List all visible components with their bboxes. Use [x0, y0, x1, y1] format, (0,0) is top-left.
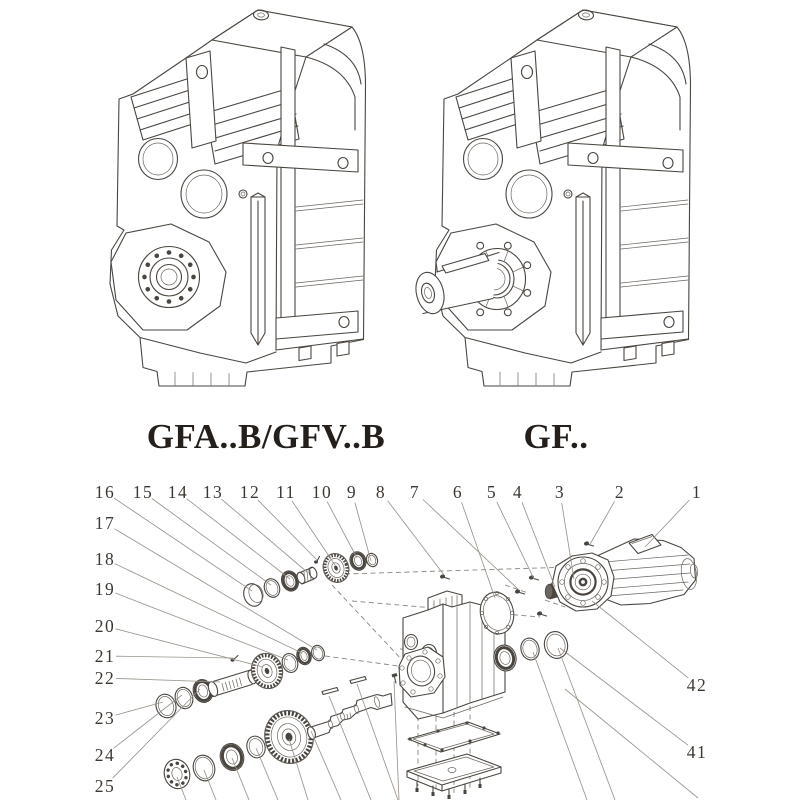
part-number-8: 8 [375, 482, 387, 502]
model-label-gfab: GFA..B/GFV..B [146, 417, 386, 456]
part-number-9: 9 [346, 482, 358, 502]
part-number-19: 19 [94, 579, 116, 599]
part-number-12: 12 [239, 482, 261, 502]
part-number-18: 18 [94, 549, 116, 569]
part-number-17: 17 [94, 513, 116, 533]
part-number-22: 22 [94, 668, 116, 688]
part-number-10: 10 [311, 482, 333, 502]
part-number-3: 3 [554, 482, 566, 502]
part-number-7: 7 [409, 482, 421, 502]
part-number-5: 5 [486, 482, 498, 502]
part-number-14: 14 [167, 482, 189, 502]
part-number-23: 23 [94, 708, 116, 728]
part-number-13: 13 [202, 482, 224, 502]
part-number-4: 4 [512, 482, 524, 502]
model-label-gf: GF.. [523, 417, 589, 456]
part-number-20: 20 [94, 616, 116, 636]
part-number-41: 41 [686, 742, 708, 762]
part-number-16: 16 [94, 482, 116, 502]
part-number-11: 11 [276, 482, 296, 502]
part-number-42: 42 [686, 675, 708, 695]
part-number-2: 2 [614, 482, 626, 502]
part-number-24: 24 [94, 745, 116, 765]
part-number-15: 15 [132, 482, 154, 502]
part-number-21: 21 [94, 646, 116, 666]
part-number-25: 25 [94, 776, 116, 796]
part-number-1: 1 [691, 482, 703, 502]
part-number-6: 6 [452, 482, 464, 502]
